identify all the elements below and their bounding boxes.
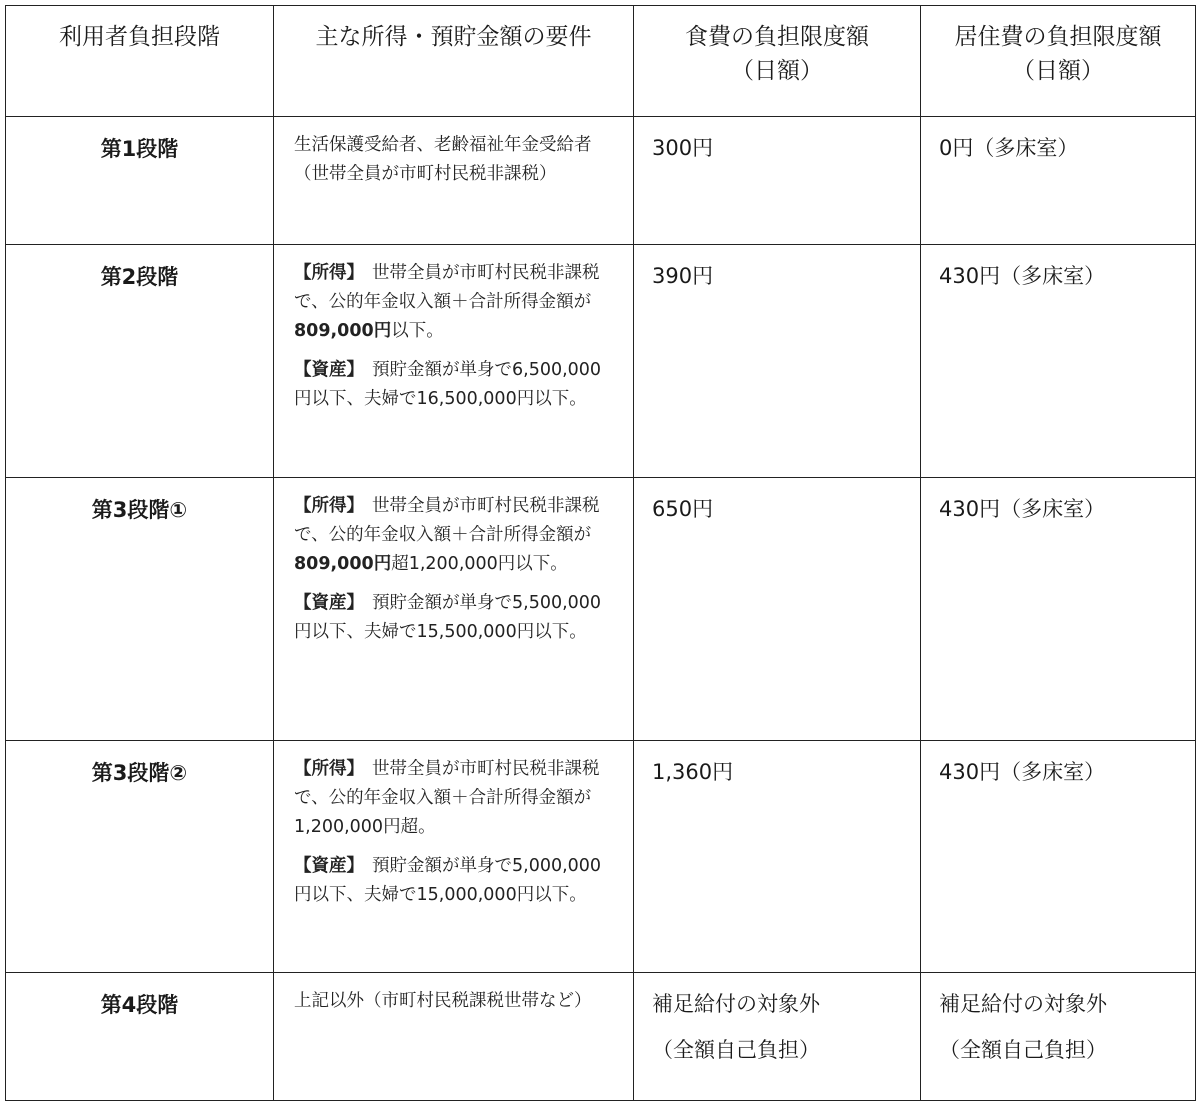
food-limit-cell [634,973,921,1101]
food-limit-cell: 650円 [634,478,921,741]
table-row [6,741,1196,973]
housing-limit-line2: （全額自己負担） [939,1038,1107,1062]
header-requirements: 主な所得・預貯金額の要件 [274,6,634,117]
burden-limit-table [5,5,1196,1101]
stage-cell: 第4段階 [6,973,274,1101]
stage-cell: 第3段階② [6,741,274,973]
housing-limit-cell: 430円（多床室） [921,245,1196,478]
requirements-cell [274,478,634,741]
food-limit-cell: 1,360円 [634,741,921,973]
asset-requirement: 【資産】 預貯金額が単身で5,500,000円以下、夫婦で15,500,000円以下。 [294,593,602,642]
header-stage: 利用者負担段階 [6,6,274,117]
header-food-limit: 食費の負担限度額 （日額） [634,6,921,117]
asset-requirement: 【資産】 預貯金額が単身で6,500,000円以下、夫婦で16,500,000円以下。 [294,360,602,409]
housing-limit-cell: 430円（多床室） [921,741,1196,973]
table-row [6,973,1196,1101]
stage-cell: 第3段階① [6,478,274,741]
requirements-cell [274,245,634,478]
requirements-cell [274,741,634,973]
requirements-cell: 上記以外（市町村民税課税世帯など） [274,973,634,1101]
housing-limit-cell: 0円（多床室） [921,117,1196,245]
food-limit-cell: 390円 [634,245,921,478]
housing-limit-cell: 430円（多床室） [921,478,1196,741]
table-row [6,245,1196,478]
stage-cell: 第2段階 [6,245,274,478]
housing-limit-line1: 補足給付の対象外 [939,992,1107,1016]
asset-requirement: 【資産】 預貯金額が単身で5,000,000円以下、夫婦で15,000,000円以下。 [294,856,602,905]
income-requirement: 【所得】 世帯全員が市町村民税非課税で、公的年金収入額＋合計所得金額が809,000円以下。 [294,263,600,341]
requirements-cell: 生活保護受給者、老齢福祉年金受給者（世帯全員が市町村民税非課税） [274,117,634,245]
food-limit-line2: （全額自己負担） [652,1038,820,1062]
income-requirement: 【所得】 世帯全員が市町村民税非課税で、公的年金収入額＋合計所得金額が809,000円超1,200,000円以下。 [294,496,600,574]
food-limit-cell: 300円 [634,117,921,245]
table-row [6,478,1196,741]
stage-cell: 第1段階 [6,117,274,245]
income-requirement: 【所得】 世帯全員が市町村民税非課税で、公的年金収入額＋合計所得金額が1,200,000円超。 [294,759,600,837]
header-housing-limit: 居住費の負担限度額 （日額） [921,6,1196,117]
table-row [6,117,1196,245]
housing-limit-cell [921,973,1196,1101]
header-row [6,6,1196,117]
food-limit-line1: 補足給付の対象外 [652,992,820,1016]
